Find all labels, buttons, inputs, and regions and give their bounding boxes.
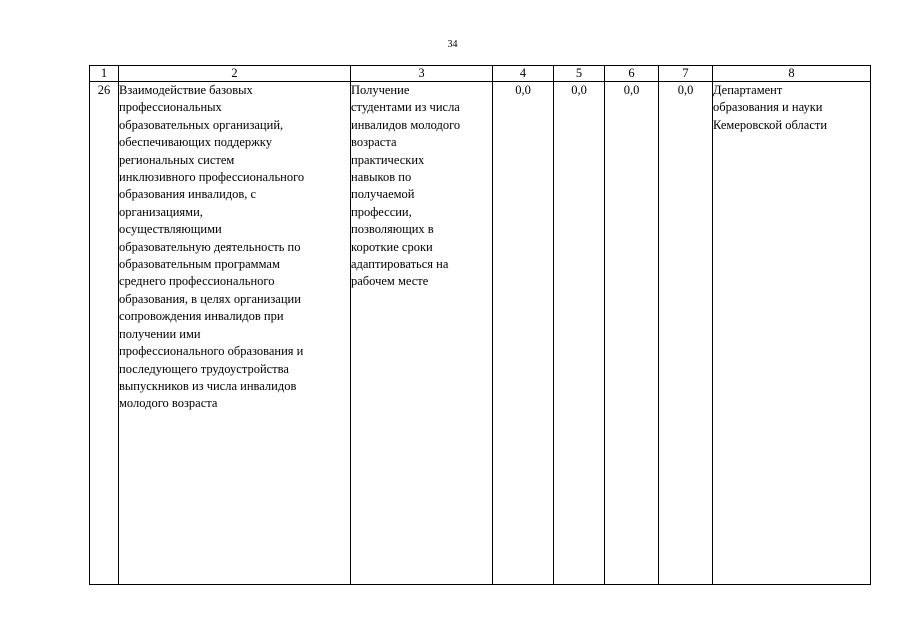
- value-col7: 0,0: [677, 83, 694, 97]
- value-col5-cell: [554, 82, 605, 585]
- column-header-4: 4: [493, 66, 554, 82]
- expected-result-cell: [351, 82, 493, 585]
- expected-result: Получение студентами из числа инвалидов молодого возраста практических навыков по получаемой профессии, позволяющих в короткие сроки адаптироваться на рабочем месте: [351, 83, 461, 289]
- row-number: 26: [97, 83, 111, 97]
- column-header-5: 5: [554, 66, 605, 82]
- column-header-3: 3: [351, 66, 493, 82]
- measure-name: Взаимодействие базовых профессиональных образовательных организаций, обеспечивающих поддержку региональных систем инклюзивного профессионального образования инвалидов, с организациями, осуществляющими образовательную деятельность по образовательным программам среднего профессионального образования, в целях организации сопровождения инвалидов при получении ими профессионального образования и последующего трудоустройства выпускников из числа инвалидов молодого возраста: [119, 83, 305, 411]
- value-col4: 0,0: [515, 83, 531, 97]
- column-header-7: 7: [659, 66, 713, 82]
- value-col6-cell: [605, 82, 659, 585]
- column-header-6: 6: [605, 66, 659, 82]
- column-header-1: 1: [90, 66, 119, 82]
- value-col7-cell: [659, 82, 713, 585]
- column-header-2: 2: [119, 66, 351, 82]
- page-number: 34: [447, 39, 458, 50]
- responsible-cell: [713, 82, 871, 585]
- responsible-executor: Департамент образования и науки Кемеровской области: [713, 83, 828, 132]
- value-col5: 0,0: [571, 83, 587, 97]
- column-header-8: 8: [713, 66, 871, 82]
- value-col6: 0,0: [623, 83, 640, 97]
- program-table: [89, 65, 871, 585]
- table-row: [90, 82, 871, 585]
- row-number-cell: [90, 82, 119, 585]
- table-header-row: [90, 66, 871, 82]
- value-col4-cell: [493, 82, 554, 585]
- measure-name-cell: [119, 82, 351, 585]
